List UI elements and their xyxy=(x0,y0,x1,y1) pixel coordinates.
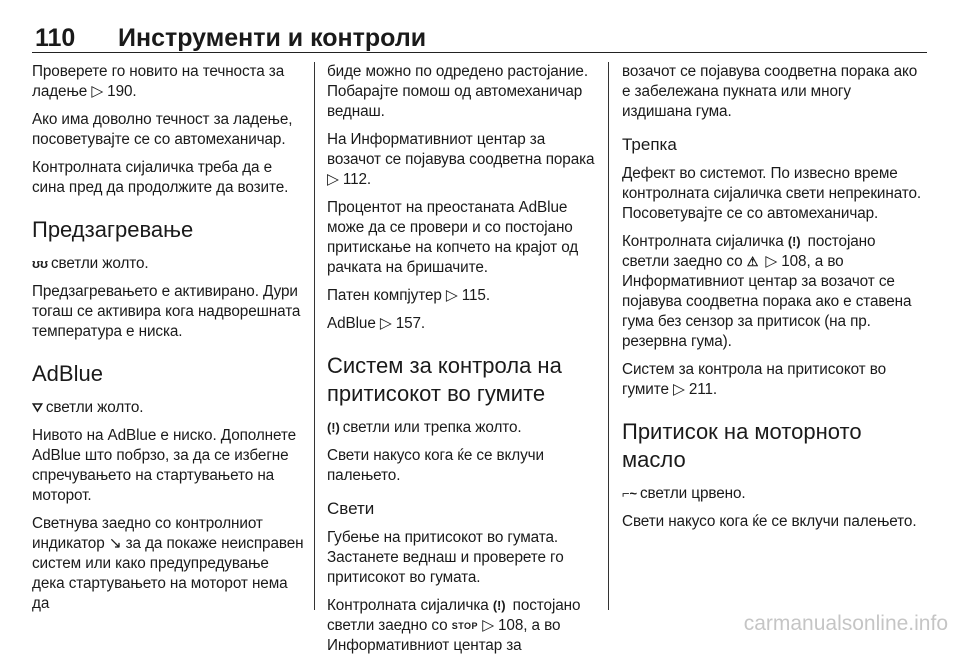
page-header xyxy=(32,22,927,53)
paragraph: ⛛ светли жолто. xyxy=(32,399,144,416)
column-divider xyxy=(608,62,609,610)
paragraph: Контролната сијаличка (!) постојано светли заедно со ⚠ ▷ 108, а во Информативниот центар за возачот се појавува соодветна порака ако е ставена гума без сензор за притисок (на пр. резервна гума). xyxy=(622,233,912,350)
paragraph: Ако има доволно течност за ладење, посоветувајте се со автомеханичар. xyxy=(32,111,293,148)
glow-plug-icon: ʊʊ xyxy=(32,256,48,271)
adblue-icon: ⛛ xyxy=(32,400,43,415)
paragraph: Нивото на AdBlue е ниско. Дополнете AdBlue што побрзо, за да се избегне спречувањето на стартувањето на моторот. xyxy=(32,427,297,504)
paragraph: Предзагревањето е активирано. Дури тогаш се активира кога надворешната температура е ниска. xyxy=(32,283,301,340)
stop-icon: STOP xyxy=(451,621,479,631)
paragraph: Процентот на преостаната AdBlue може да се провери и со постојано притискање на копчето на крајот од рачката на бришачите. xyxy=(327,199,579,276)
column-divider xyxy=(314,62,315,610)
paragraph: Патен компјутер ▷ 115. xyxy=(327,287,490,304)
paragraph: (!) светли или трепка жолто. xyxy=(327,419,522,436)
section-heading-tpms: Систем за контрола на притисокот во гумите xyxy=(327,353,562,406)
paragraph: Губење на притисокот во гумата. Застанете веднаш и проверете го притисокот во гумата. xyxy=(327,529,564,586)
page-title: Инструменти и контроли xyxy=(118,24,427,52)
paragraph: биде можно по одредено растојание. Побарајте помош од автомеханичар веднаш. xyxy=(327,63,588,120)
subheading-blink: Трепка xyxy=(622,135,677,154)
paragraph: Систем за контрола на притисокот во гумите ▷ 211. xyxy=(622,361,886,398)
paragraph: ⌐~ светли црвено. xyxy=(622,485,746,502)
column-1 xyxy=(32,62,304,622)
paragraph: Светнува заедно со контролниот индикатор ↘ за да покаже неисправен систем или како предупредување дека стартувањето на моторот нема да xyxy=(32,515,304,612)
page-number: 110 xyxy=(35,24,76,52)
paragraph: AdBlue ▷ 157. xyxy=(327,315,426,332)
paragraph: Свети накусо кога ќе се вклучи палењето. xyxy=(622,513,917,530)
section-heading-adblue: AdBlue xyxy=(32,361,103,386)
paragraph: Дефект во системот. По извесно време контролната сијаличка свети непрекинато. Посоветувајте се со автомеханичар. xyxy=(622,165,922,222)
section-heading-preheat: Предзагревање xyxy=(32,217,194,242)
section-heading-oil-pressure: Притисок на моторното масло xyxy=(622,419,862,472)
paragraph: Свети накусо кога ќе се вклучи палењето. xyxy=(327,447,544,484)
paragraph: ʊʊ светли жолто. xyxy=(32,255,149,272)
paragraph: На Информативниот центар за возачот се појавува соодветна порака ▷ 112. xyxy=(327,131,595,188)
tire-pressure-icon: (!) xyxy=(492,598,506,613)
service-vehicle-icon: ⚠ xyxy=(746,254,759,269)
paragraph: возачот се појавува соодветна порака ако е забележана пукната или многу издишана гума. xyxy=(622,63,918,120)
tire-pressure-icon: (!) xyxy=(787,234,801,249)
watermark: carmanualsonline.info xyxy=(743,612,948,635)
column-2 xyxy=(327,62,599,664)
paragraph: Проверете го новито на течноста за ладење ▷ 190. xyxy=(32,63,285,100)
oil-can-icon: ⌐~ xyxy=(622,486,637,501)
column-3 xyxy=(622,62,922,540)
tire-pressure-icon: (!) xyxy=(327,420,340,435)
paragraph: Контролната сијаличка треба да е сина пред да продолжите да возите. xyxy=(32,159,289,196)
paragraph: Контролната сијаличка (!) постојано светли заедно со STOP ▷ 108, а во Информативниот центар за xyxy=(327,597,581,655)
subheading-lit: Свети xyxy=(327,499,375,518)
